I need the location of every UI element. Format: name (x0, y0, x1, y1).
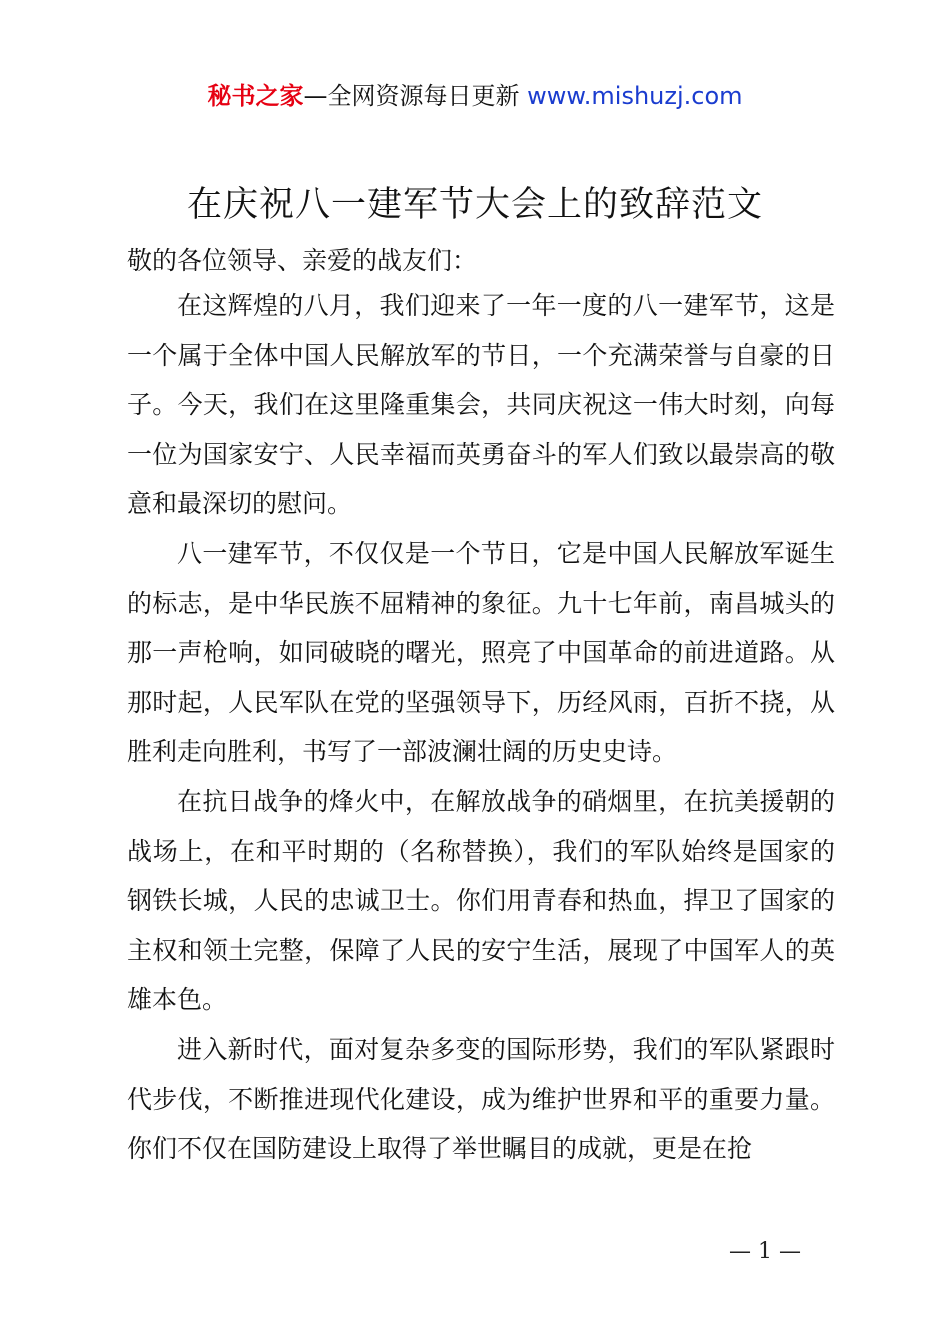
site-header (0, 80, 950, 112)
document-body (127, 281, 835, 1174)
greeting-line: 敬的各位领导、亲爱的战友们： (127, 246, 478, 275)
brand-name: 秘书之家 (207, 82, 304, 110)
paragraph: 八一建军节，不仅仅是一个节日，它是中国人民解放军诞生的标志，是中华民族不屈精神的象征。九十七年前，南昌城头的那一声枪响，如同破晓的曙光，照亮了中国革命的前进道路。从那时起，人民军队在党的坚强领导下，历经风雨，百折不挠，从胜利走向胜利，书写了一部波澜壮阔的历史史诗。 (127, 538, 835, 767)
header-tagline: —全网资源每日更新 (303, 82, 520, 110)
document-title: 在庆祝八一建军节大会上的致辞范文 (186, 185, 763, 225)
paragraph: 在抗日战争的烽火中，在解放战争的硝烟里，在抗美援朝的战场上，在和平时期的（名称替换），我们的军队始终是国家的钢铁长城，人民的忠诚卫士。你们用青春和热血，捍卫了国家的主权和领土完整，保障了人民的安宁生活，展现了中国军人的英雄本色。 (127, 786, 835, 1015)
page-number: — 1 — (729, 1239, 801, 1264)
paragraph: 在这辉煌的八月，我们迎来了一年一度的八一建军节，这是一个属于全体中国人民解放军的节日，一个充满荣誉与自豪的日子。今天，我们在这里隆重集会，共同庆祝这一伟大时刻，向每一位为国家安宁、人民幸福而英勇奋斗的军人们致以最崇高的敬意和最深切的慰问。 (127, 291, 835, 519)
site-url-link[interactable]: www.mishuzj.com (527, 82, 743, 110)
paragraph: 进入新时代，面对复杂多变的国际形势，我们的军队紧跟时代步伐，不断推进现代化建设，成为维护世界和平的重要力量。你们不仅在国防建设上取得了举世瞩目的成就，更是在抢 (127, 1034, 835, 1164)
